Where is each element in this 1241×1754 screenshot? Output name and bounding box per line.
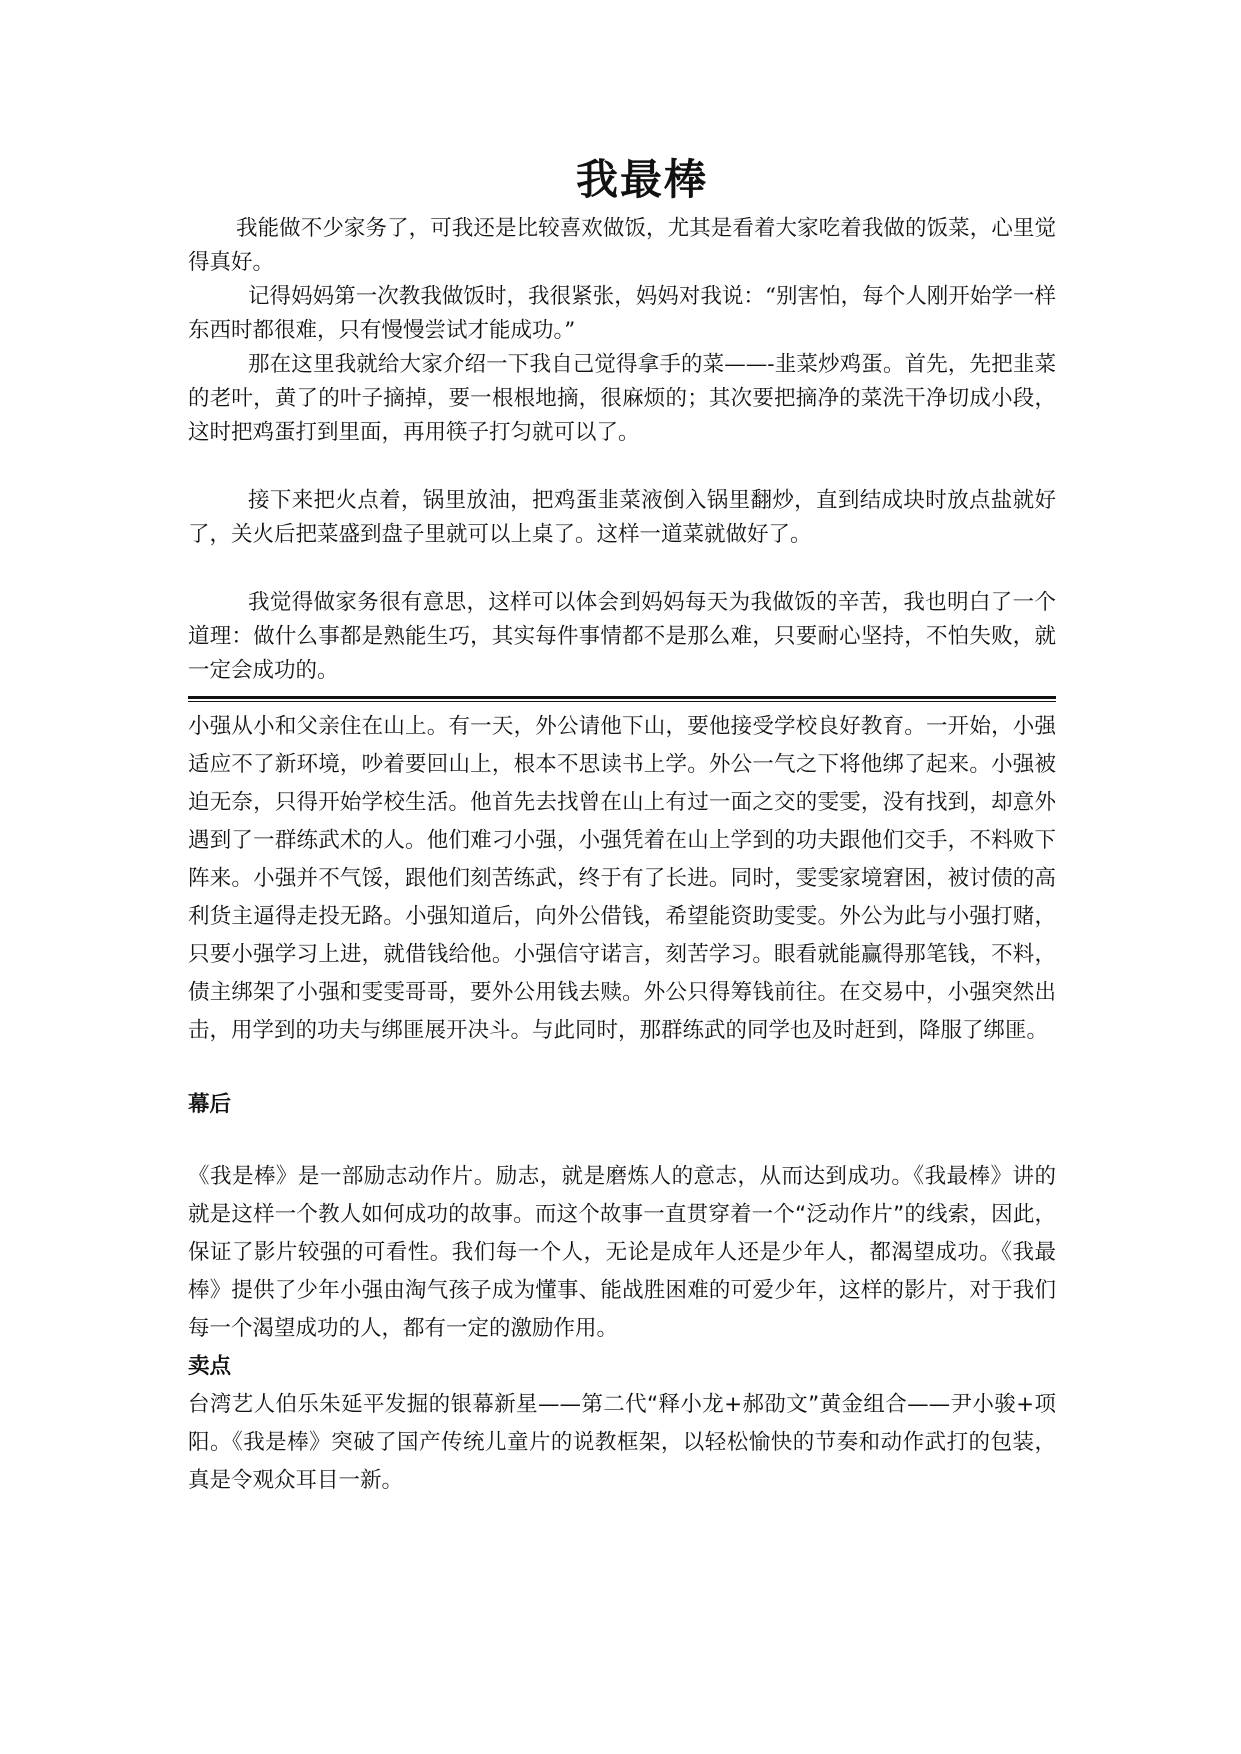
essay-section [188,212,1056,688]
essay-paragraph-1: 我能做不少家务了，可我还是比较喜欢做饭，尤其是看着大家吃着我做的饭菜，心里觉得真好。 [188,216,1056,275]
essay-paragraph-5: 我觉得做家务很有意思，这样可以体会到妈妈每天为我做饭的辛苦，我也明白了一个道理：做什么事都是熟能生巧，其实每件事情都不是那么难，只要耐心坚持，不怕失败，就一定会成功的。 [188,590,1056,683]
section-divider [188,696,1056,702]
selling-points-text: 台湾艺人伯乐朱延平发掘的银幕新星——第二代“释小龙+郝劭文”黄金组合——尹小骏+项阳。《我是棒》突破了国产传统儿童片的说教框架，以轻松愉快的节奏和动作武打的包装，真是令观众耳目一新。 [188,1392,1056,1493]
heading-selling-points: 卖点 [188,1354,232,1379]
heading-behind-the-scenes: 幕后 [188,1092,232,1117]
document-page [188,150,1056,1500]
film-review-section [188,708,1056,1500]
essay-paragraph-3: 那在这里我就给大家介绍一下我自己觉得拿手的菜——-韭菜炒鸡蛋。首先，先把韭菜的老叶，黄了的叶子摘掉，要一根根地摘，很麻烦的；其次要把摘净的菜洗干净切成小段，这时把鸡蛋打到里面，再用筷子打匀就可以了。 [188,352,1056,445]
film-synopsis: 小强从小和父亲住在山上。有一天，外公请他下山，要他接受学校良好教育。一开始，小强适应不了新环境，吵着要回山上，根本不思读书上学。外公一气之下将他绑了起来。小强被迫无奈，只得开始学校生活。他首先去找曾在山上有过一面之交的雯雯，没有找到，却意外遇到了一群练武术的人。他们难刁小强，小强凭着在山上学到的功夫跟他们交手，不料败下阵来。小强并不气馁，跟他们刻苦练武，终于有了长进。同时，雯雯家境窘困，被讨债的高利货主逼得走投无路。小强知道后，向外公借钱，希望能资助雯雯。外公为此与小强打赌，只要小强学习上进，就借钱给他。小强信守诺言，刻苦学习。眼看就能赢得那笔钱，不料，债主绑架了小强和雯雯哥哥，要外公用钱去赎。外公只得筹钱前往。在交易中，小强突然出击，用学到的功夫与绑匪展开决斗。与此同时，那群练武的同学也及时赶到，降服了绑匪。 [188,714,1056,1043]
essay-paragraph-4: 接下来把火点着，锅里放油，把鸡蛋韭菜液倒入锅里翻炒，直到结成块时放点盐就好了，关火后把菜盛到盘子里就可以上桌了。这样一道菜就做好了。 [188,488,1056,547]
behind-the-scenes-text: 《我是棒》是一部励志动作片。励志，就是磨炼人的意志，从而达到成功。《我最棒》讲的就是这样一个教人如何成功的故事。而这个故事一直贯穿着一个“泛动作片”的线索，因此，保证了影片较强的可看性。我们每一个人，无论是成年人还是少年人，都渴望成功。《我最棒》提供了少年小强由淘气孩子成为懂事、能战胜困难的可爱少年，这样的影片，对于我们每一个渴望成功的人，都有一定的激励作用。 [188,1164,1056,1341]
paragraph-gap [188,552,1056,586]
essay-paragraph-2: 记得妈妈第一次教我做饭时，我很紧张，妈妈对我说：“别害怕，每个人刚开始学一样东西时都很难，只有慢慢尝试才能成功。” [188,284,1056,343]
document-title: 我最棒 [575,155,708,204]
paragraph-gap [188,450,1056,484]
